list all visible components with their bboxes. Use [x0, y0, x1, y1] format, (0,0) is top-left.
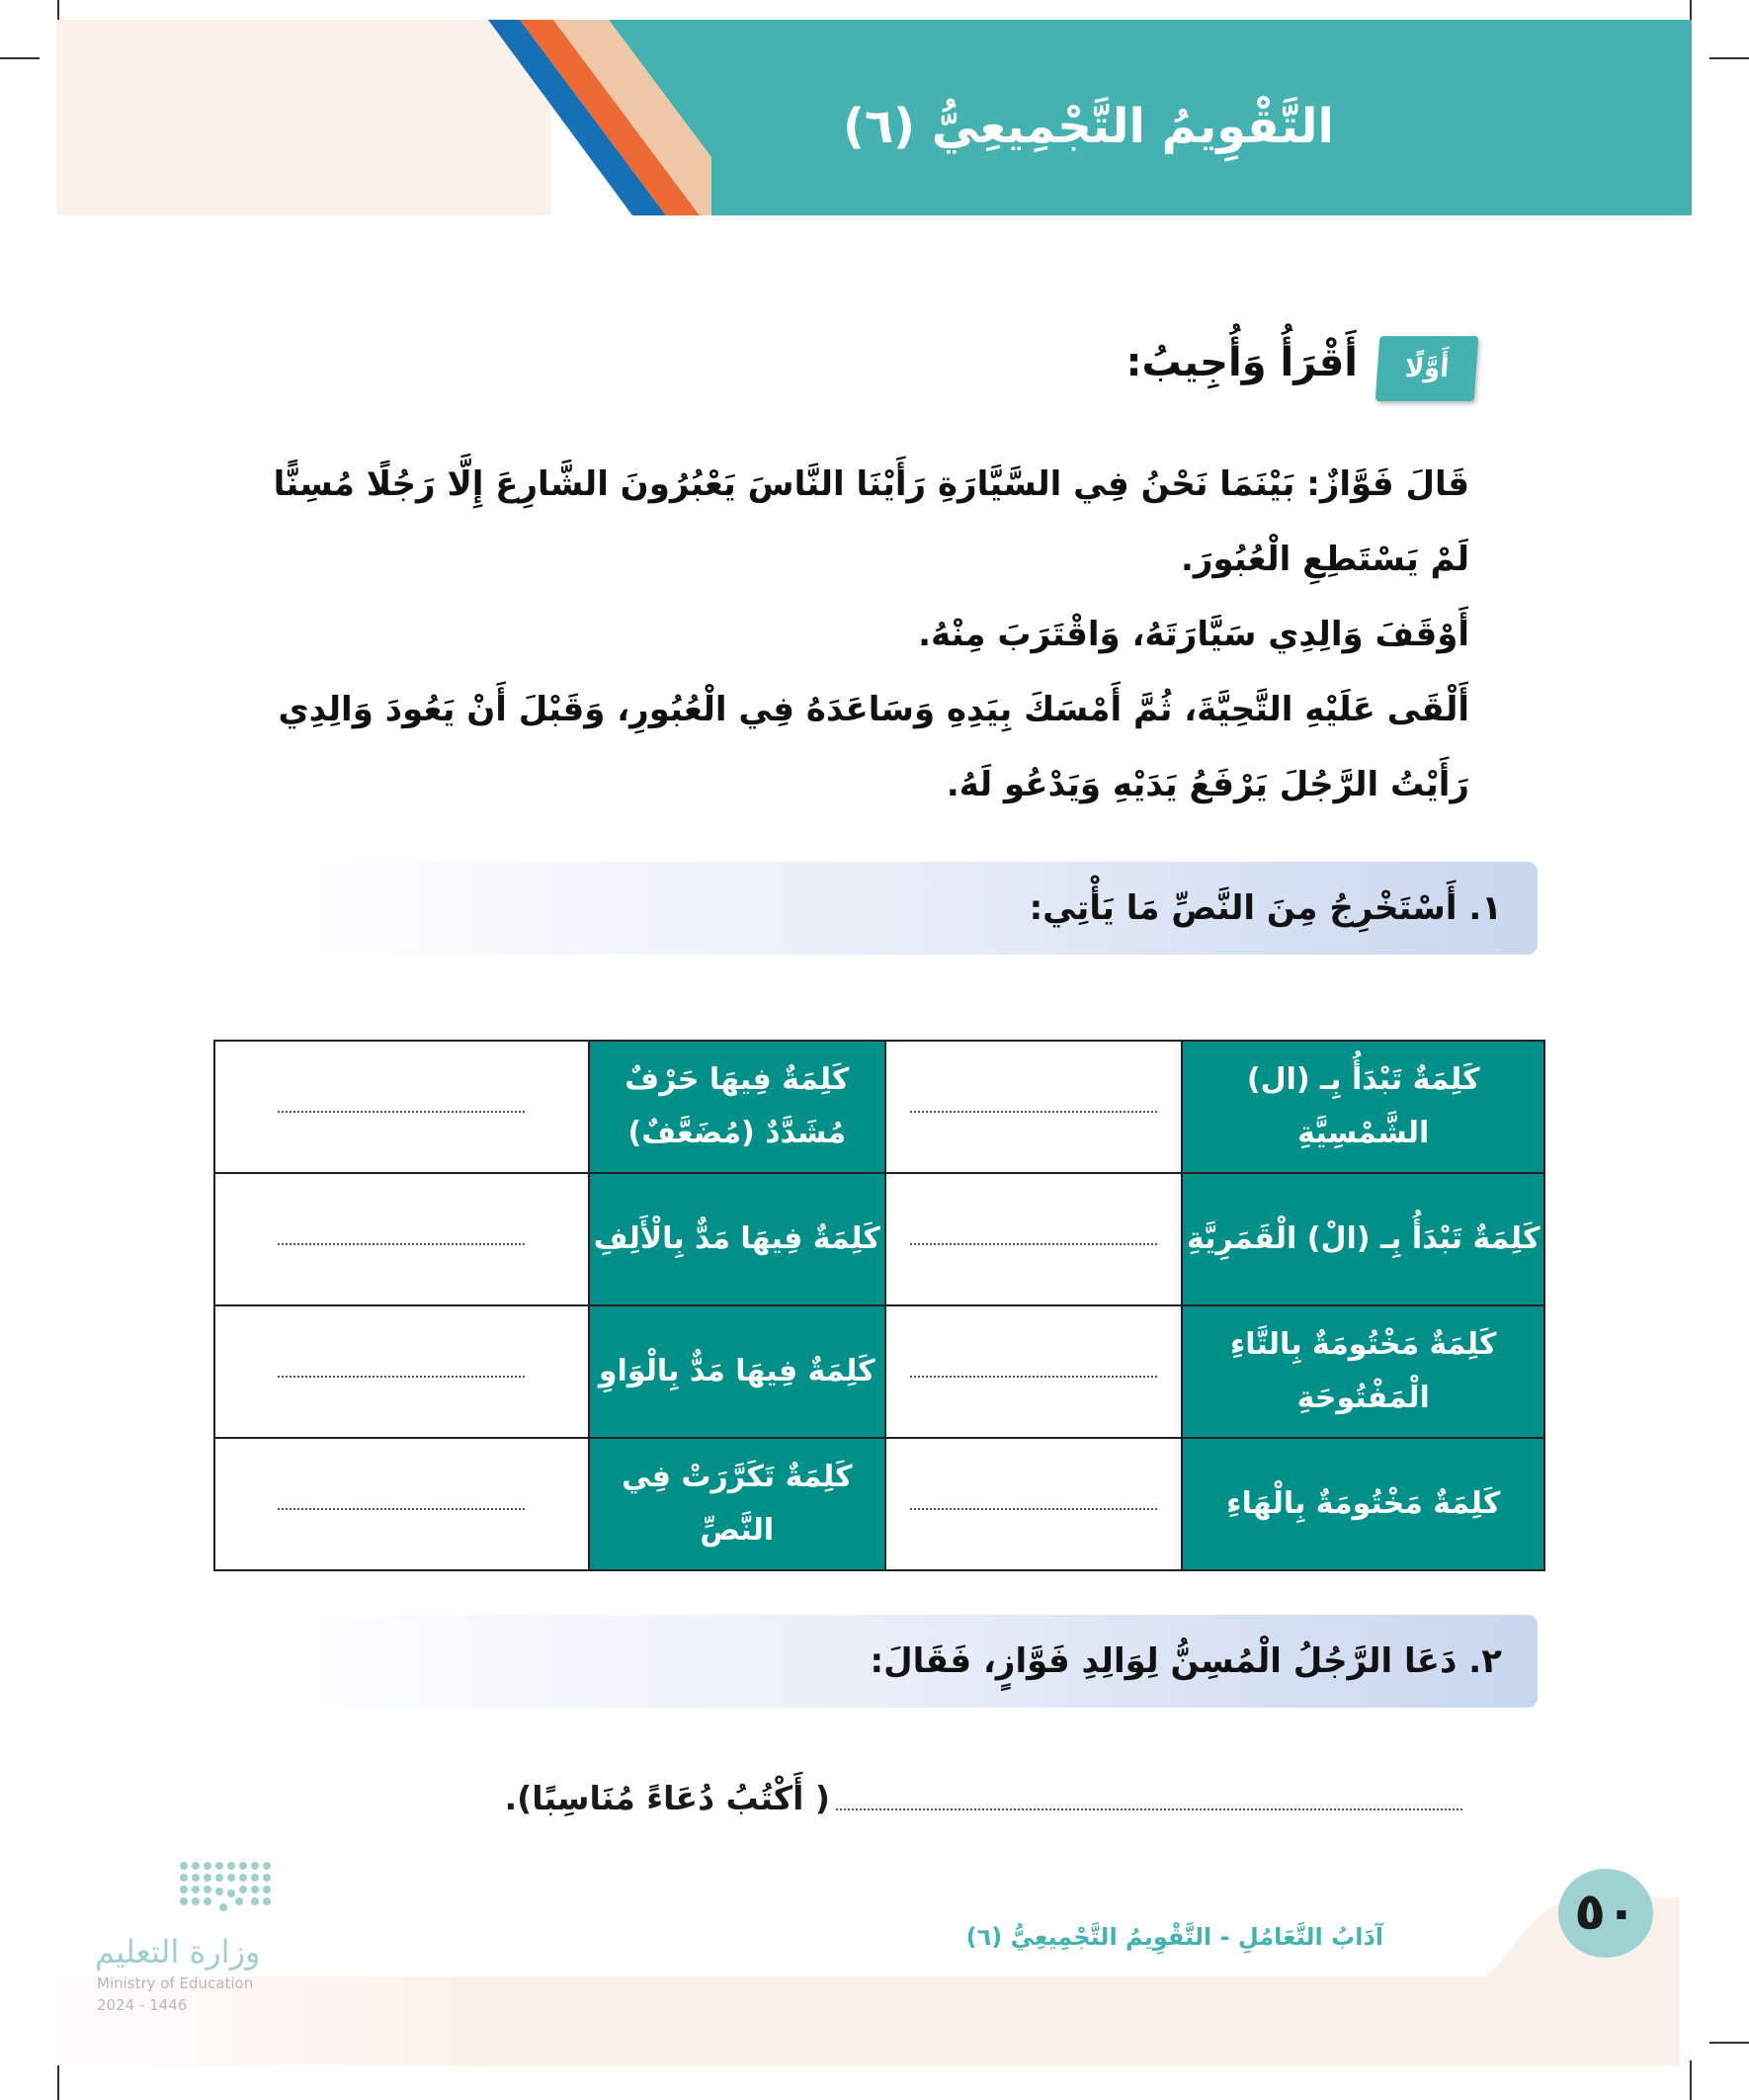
passage-paragraph: أَلْقَى عَلَيْهِ التَّحِيَّةَ، ثُمَّ أَمْسَكَ بِيَدِهِ وَسَاعَدَهُ فِي الْعُبُورِ، وَقَبْلَ أَنْ يَعُودَ وَالِدِي رَأَيْتُ الرَّجُلَ يَرْفَعُ يَدَيْهِ وَيَدْعُو لَهُ.: [278, 690, 1469, 804]
ministry-year: 2024 - 1446: [97, 1996, 188, 2014]
answer-dotted-line: [278, 1111, 525, 1113]
table-row: [214, 1173, 1544, 1305]
ministry-logo: [95, 1858, 312, 2014]
answer-dotted-line: [910, 1111, 1157, 1113]
answer-cell[interactable]: [214, 1305, 589, 1438]
ministry-english: Ministry of Education: [97, 1974, 254, 1992]
table-label: كَلِمَةٌ فِيهَا مَدٌّ بِالْأَلِفِ: [589, 1173, 885, 1305]
question-2-text: ٢. دَعَا الرَّجُلُ الْمُسِنُّ لِوَالِدِ فَوَّازٍ، فَقَالَ:: [870, 1641, 1502, 1681]
table-label: كَلِمَةٌ تَبْدَأُ بِـ (الْ) الْقَمَرِيَّةِ: [1182, 1173, 1544, 1305]
answer-cell[interactable]: [885, 1041, 1182, 1173]
extraction-table: [213, 1040, 1545, 1571]
answer-dotted-line: [910, 1376, 1157, 1378]
answer-dotted-line: [278, 1243, 525, 1245]
answer-dotted-line: [278, 1376, 525, 1378]
table-label: كَلِمَةٌ فِيهَا مَدٌّ بِالْوَاوِ: [589, 1305, 885, 1438]
section-badge: أَوَّلًا: [1375, 336, 1479, 401]
table-label: كَلِمَةٌ مَخْتُومَةٌ بِالْهَاءِ: [1182, 1438, 1544, 1570]
page-title: التَّقْوِيمُ التَّجْمِيعِيُّ (٦): [842, 99, 1334, 154]
write-instruction: ( أَكْتُبُ دُعَاءً مُنَاسِبًا).: [504, 1779, 830, 1817]
table-row: [214, 1041, 1544, 1173]
table-row: [214, 1305, 1544, 1438]
table-row: [214, 1438, 1544, 1570]
answer-cell[interactable]: [885, 1305, 1182, 1438]
section-title: أَقْرَأُ وَأُجِيبُ:: [1125, 340, 1358, 385]
crop-mark: [1709, 57, 1749, 59]
table-label: كَلِمَةٌ تَبْدَأُ بِـ (ال) الشَّمْسِيَّةِ: [1182, 1041, 1544, 1173]
question-1-bar: [259, 862, 1538, 955]
answer-cell[interactable]: [214, 1041, 589, 1173]
answer-dotted-line: [910, 1243, 1157, 1245]
crop-mark: [57, 2060, 59, 2100]
question-1-text: ١. أَسْتَخْرِجُ مِنَ النَّصِّ مَا يَأْتِي:: [1029, 888, 1502, 928]
ministry-arabic: وزارة التعليم: [95, 1933, 261, 1971]
answer-dotted-line[interactable]: [836, 1808, 1462, 1810]
answer-dotted-line: [910, 1508, 1157, 1510]
answer-cell[interactable]: [214, 1173, 589, 1305]
answer-cell[interactable]: [885, 1438, 1182, 1570]
crop-mark: [1709, 2042, 1749, 2044]
ministry-dots-icon: [95, 1858, 273, 1917]
table-label: كَلِمَةٌ تَكَرَّرَتْ فِي النَّصِّ: [589, 1438, 885, 1570]
answer-cell[interactable]: [214, 1438, 589, 1570]
table-label: كَلِمَةٌ فِيهَا حَرْفٌ مُشَدَّدٌ (مُضَعَّفٌ): [589, 1041, 885, 1173]
table-label: كَلِمَةٌ مَخْتُومَةٌ بِالتَّاءِ الْمَفْتُوحَةِ: [1182, 1305, 1544, 1438]
answer-dotted-line: [278, 1508, 525, 1510]
passage-paragraph: أَوْقَفَ وَالِدِي سَيَّارَتَهُ، وَاقْتَرَبَ مِنْهُ.: [918, 615, 1469, 654]
page-number: ٥٠: [1574, 1883, 1637, 1942]
crop-mark: [1690, 2060, 1692, 2100]
running-title: آدَابُ التَّعَامُلِ - التَّقْوِيمُ التَّجْمِيعِيُّ (٦): [965, 1923, 1383, 1951]
answer-cell[interactable]: [885, 1173, 1182, 1305]
question-2-bar: [259, 1615, 1538, 1708]
passage-paragraph: قَالَ فَوَّازٌ: بَيْنَمَا نَحْنُ فِي السَّيَّارَةِ رَأَيْنَا النَّاسَ يَعْبُرُونَ الشَّارِعَ إِلَّا رَجُلًا مُسِنًّا لَمْ يَسْتَطِعِ الْعُبُورَ.: [273, 464, 1469, 579]
crop-mark: [0, 57, 40, 59]
reading-passage: [267, 447, 1469, 822]
